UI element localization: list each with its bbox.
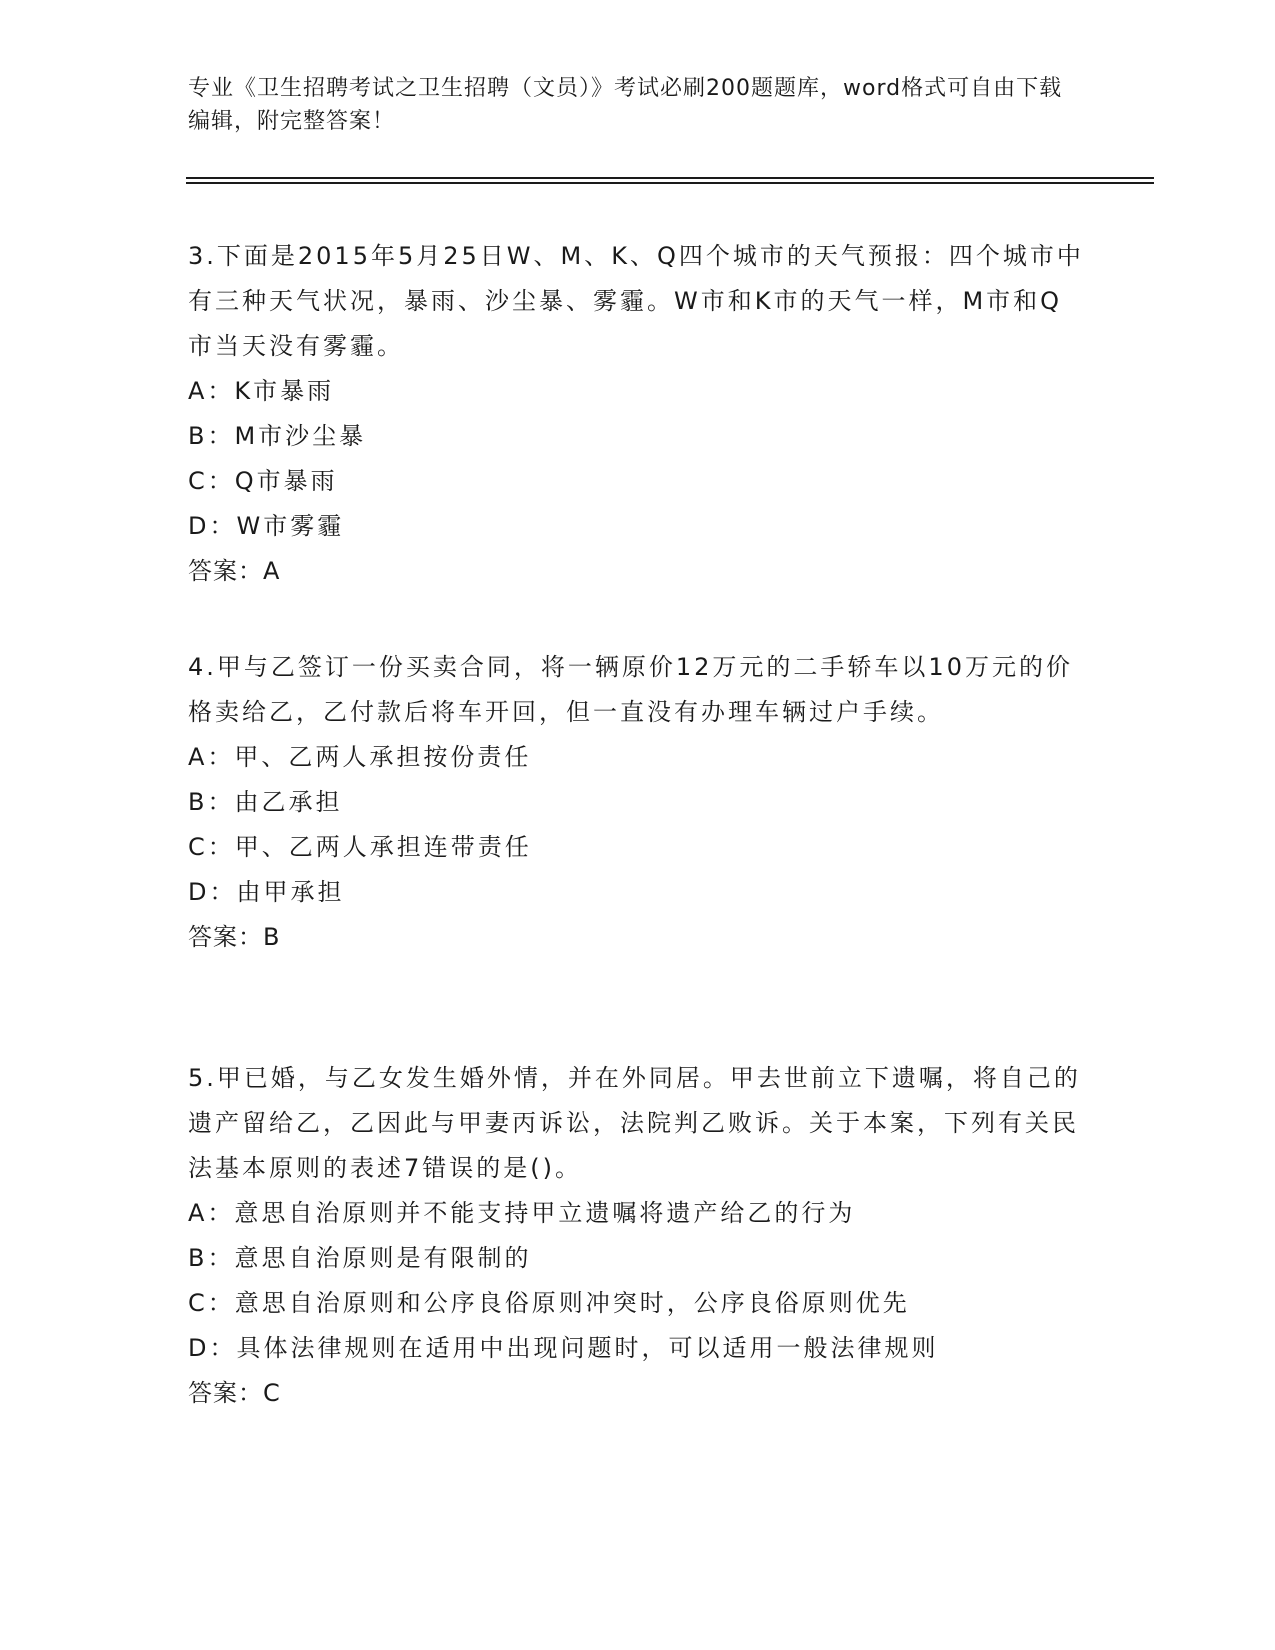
- option-c: C：甲、乙两人承担连带责任: [188, 833, 532, 861]
- option-d: D：具体法律规则在适用中出现问题时，可以适用一般法律规则: [188, 1334, 939, 1362]
- answer: 答案：A: [188, 557, 281, 585]
- answer: 答案：B: [188, 923, 281, 951]
- question-stem: 3.下面是2015年5月25日W、M、K、Q四个城市的天气预报：四个城市中有三种天气状况，暴雨、沙尘暴、雾霾。W市和K市的天气一样，M市和Q市当天没有雾霾。: [188, 242, 1084, 360]
- option-b: B：意思自治原则是有限制的: [188, 1244, 532, 1272]
- option-a: A：意思自治原则并不能支持甲立遗嘱将遗产给乙的行为: [188, 1199, 856, 1227]
- header-divider-line-second: [186, 182, 1154, 184]
- question-stem: 4.甲与乙签订一份买卖合同，将一辆原价12万元的二手轿车以10万元的价格卖给乙，乙付款后将车开回，但一直没有办理车辆过户手续。: [188, 653, 1073, 726]
- answer: 答案：C: [188, 1379, 281, 1407]
- option-d: D：由甲承担: [188, 878, 345, 906]
- option-b: B：M市沙尘暴: [188, 422, 367, 450]
- question-stem: 5.甲已婚，与乙女发生婚外情，并在外同居。甲去世前立下遗嘱，将自己的遗产留给乙，乙因此与甲妻丙诉讼，法院判乙败诉。关于本案，下列有关民法基本原则的表述7错误的是()。: [188, 1064, 1081, 1182]
- question-3: [188, 234, 1088, 594]
- option-b: B：由乙承担: [188, 788, 343, 816]
- option-c: C：意思自治原则和公序良俗原则冲突时，公序良俗原则优先: [188, 1289, 910, 1317]
- question-5: [188, 1056, 1088, 1416]
- option-d: D：W市雾霾: [188, 512, 345, 540]
- option-a: A：甲、乙两人承担按份责任: [188, 743, 532, 771]
- header-divider-line: [186, 177, 1154, 179]
- document-header: 专业《卫生招聘考试之卫生招聘（文员）》考试必刷200题题库，word格式可自由下载编辑，附完整答案！: [188, 76, 1063, 134]
- option-c: C：Q市暴雨: [188, 467, 338, 495]
- option-a: A：K市暴雨: [188, 377, 335, 405]
- question-4: [188, 645, 1088, 960]
